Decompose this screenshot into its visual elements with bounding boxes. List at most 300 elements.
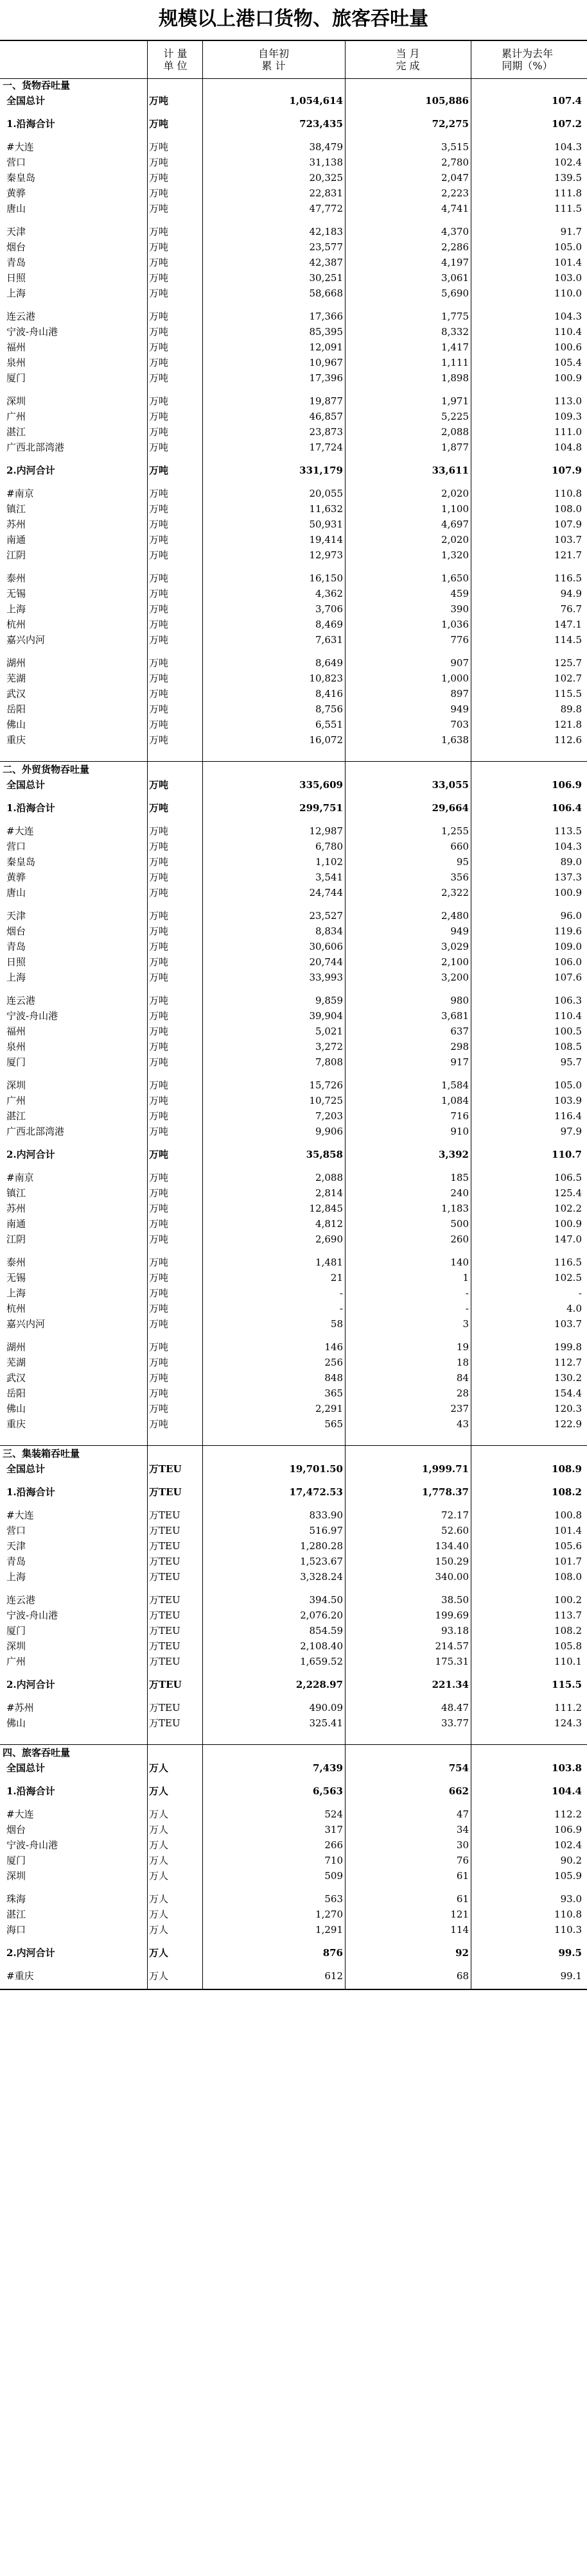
row-label: 秦皇岛 xyxy=(6,856,36,868)
row-ytd: 10,967 xyxy=(309,357,343,368)
row-month: 68 xyxy=(456,1970,469,1982)
row-unit: 万人 xyxy=(149,1893,169,1905)
row-yoy: 103.7 xyxy=(554,1318,582,1330)
table-row xyxy=(0,409,587,424)
row-yoy: 116.5 xyxy=(554,572,582,584)
row-month: 150.29 xyxy=(435,1556,469,1567)
table-row xyxy=(0,1822,587,1837)
row-label: #大连 xyxy=(6,1808,34,1820)
row-ytd: 4,362 xyxy=(315,588,343,599)
row-label: 无锡 xyxy=(6,588,26,599)
row-month: 237 xyxy=(450,1403,469,1414)
row-label: 1.沿海合计 xyxy=(6,1785,55,1797)
table-row xyxy=(0,993,587,1008)
row-label: 佛山 xyxy=(6,719,26,730)
row-unit: 万吨 xyxy=(149,856,169,868)
row-month: 134.40 xyxy=(435,1540,469,1552)
row-label: 2.内河合计 xyxy=(6,465,55,476)
row-unit: 万吨 xyxy=(149,1126,169,1137)
table-row xyxy=(0,1147,587,1162)
row-unit: 万吨 xyxy=(149,1149,169,1160)
table-row xyxy=(0,632,587,648)
row-label: 1.沿海合计 xyxy=(6,118,55,130)
section-title: 一、货物吞吐量 xyxy=(3,80,71,91)
row-yoy: 93.0 xyxy=(560,1893,582,1905)
table-row xyxy=(0,1484,587,1500)
row-unit: 万吨 xyxy=(149,1272,169,1284)
table-row xyxy=(0,1216,587,1232)
row-yoy: 199.8 xyxy=(554,1341,582,1353)
row-ytd: 8,834 xyxy=(315,925,343,937)
row-yoy: 104.8 xyxy=(554,442,582,453)
row-unit: 万吨 xyxy=(149,719,169,730)
table-row xyxy=(0,839,587,854)
row-month: 897 xyxy=(450,688,469,700)
table-row xyxy=(0,870,587,885)
row-label: 杭州 xyxy=(6,619,26,630)
row-month: 121 xyxy=(450,1909,469,1920)
table-row xyxy=(0,1124,587,1139)
row-ytd: 3,541 xyxy=(315,872,343,883)
row-unit: 万吨 xyxy=(149,257,169,268)
row-ytd: - xyxy=(339,1287,343,1299)
table-row xyxy=(0,370,587,386)
row-month: 4,370 xyxy=(441,226,469,237)
row-label: 全国总计 xyxy=(6,1762,46,1774)
row-unit: 万吨 xyxy=(149,995,169,1006)
row-unit: 万吨 xyxy=(149,688,169,700)
row-month: 92 xyxy=(455,1947,469,1959)
row-yoy: 110.8 xyxy=(554,488,582,499)
header-ytd-line2: 累 计 xyxy=(261,60,286,72)
table-row xyxy=(0,908,587,923)
table-row xyxy=(0,586,587,601)
row-ytd: 876 xyxy=(322,1947,343,1959)
row-unit: 万吨 xyxy=(149,1172,169,1183)
table-row xyxy=(0,1945,587,1961)
row-month: 4,741 xyxy=(441,203,469,214)
table-row xyxy=(0,1907,587,1922)
row-unit: 万吨 xyxy=(149,872,169,883)
row-ytd: 50,931 xyxy=(309,519,343,530)
row-yoy: 104.3 xyxy=(554,141,582,153)
row-month: 95 xyxy=(456,856,469,868)
table-row xyxy=(0,601,587,617)
row-month: 1,183 xyxy=(441,1203,469,1214)
row-label: 福州 xyxy=(6,341,26,353)
row-month: 1,111 xyxy=(441,357,469,368)
row-ytd: 565 xyxy=(324,1418,343,1430)
row-label: 厦门 xyxy=(6,1056,26,1068)
table-row xyxy=(0,800,587,816)
table-row xyxy=(0,1301,587,1316)
row-label: 佛山 xyxy=(6,1717,26,1729)
table-row xyxy=(0,1968,587,1984)
row-unit: 万吨 xyxy=(149,779,169,791)
row-label: 厦门 xyxy=(6,1625,26,1636)
row-yoy: 105.0 xyxy=(554,1079,582,1091)
row-unit: 万吨 xyxy=(149,1403,169,1414)
row-yoy: 115.5 xyxy=(552,1679,582,1690)
table-header xyxy=(0,40,587,79)
row-label: 连云港 xyxy=(6,311,36,322)
row-label: 日照 xyxy=(6,272,26,284)
row-ytd: 33,993 xyxy=(309,972,343,983)
header-month xyxy=(347,41,469,78)
row-unit: 万吨 xyxy=(149,603,169,615)
table-row xyxy=(0,517,587,532)
row-yoy: 102.2 xyxy=(554,1203,582,1214)
row-unit: 万TEU xyxy=(149,1556,180,1567)
row-yoy: 137.3 xyxy=(554,872,582,883)
row-label: 泰州 xyxy=(6,572,26,584)
row-unit: 万人 xyxy=(149,1785,169,1797)
row-unit: 万TEU xyxy=(149,1540,180,1552)
row-month: 1,775 xyxy=(441,311,469,322)
row-label: #大连 xyxy=(6,825,34,837)
row-ytd: 9,859 xyxy=(315,995,343,1006)
row-month: 114 xyxy=(450,1924,469,1936)
row-yoy: 108.9 xyxy=(552,1463,582,1475)
row-yoy: 106.5 xyxy=(554,1172,582,1183)
row-month: 1,000 xyxy=(441,673,469,684)
table-row xyxy=(0,1401,587,1416)
table-row xyxy=(0,1853,587,1868)
row-label: #大连 xyxy=(6,1509,34,1521)
row-label: 深圳 xyxy=(6,1079,26,1091)
row-label: 烟台 xyxy=(6,925,26,937)
row-unit: 万人 xyxy=(149,1909,169,1920)
row-unit: 万吨 xyxy=(149,1287,169,1299)
row-month: 76 xyxy=(456,1855,469,1866)
row-yoy: 121.7 xyxy=(554,549,582,561)
table-row xyxy=(0,1078,587,1093)
row-yoy: 105.9 xyxy=(554,1870,582,1882)
row-ytd: 11,632 xyxy=(309,503,343,515)
row-yoy: 99.5 xyxy=(558,1947,582,1959)
column-divider xyxy=(202,78,203,1989)
row-month: 43 xyxy=(456,1418,469,1430)
row-yoy: 113.7 xyxy=(554,1610,582,1621)
header-unit-line1: 计 量 xyxy=(163,47,188,60)
row-unit: 万TEU xyxy=(149,1625,180,1636)
row-month: 2,223 xyxy=(441,187,469,199)
row-yoy: 103.9 xyxy=(554,1095,582,1106)
row-month: 8,332 xyxy=(441,326,469,338)
row-unit: 万吨 xyxy=(149,226,169,237)
row-yoy: 119.6 xyxy=(554,925,582,937)
section-header xyxy=(0,762,587,777)
row-unit: 万吨 xyxy=(149,734,169,746)
row-month: 175.31 xyxy=(435,1656,469,1667)
row-label: 芜湖 xyxy=(6,1357,26,1368)
row-ytd: 516.97 xyxy=(309,1525,343,1536)
row-unit: 万吨 xyxy=(149,95,169,107)
row-label: 上海 xyxy=(6,603,26,615)
row-yoy: 105.8 xyxy=(554,1640,582,1652)
row-ytd: 7,439 xyxy=(313,1762,343,1774)
row-ytd: 35,858 xyxy=(306,1149,343,1160)
row-label: 岳阳 xyxy=(6,703,26,715)
row-yoy: 125.4 xyxy=(554,1187,582,1199)
row-month: 298 xyxy=(450,1041,469,1052)
row-ytd: 19,414 xyxy=(309,534,343,545)
table-row xyxy=(0,954,587,970)
table-row xyxy=(0,1760,587,1776)
row-month: 260 xyxy=(450,1233,469,1245)
table-row xyxy=(0,1108,587,1124)
row-yoy: 147.0 xyxy=(554,1233,582,1245)
row-unit: 万人 xyxy=(149,1924,169,1936)
row-label: 天津 xyxy=(6,226,26,237)
row-label: 全国总计 xyxy=(6,1463,46,1475)
row-month: 1,877 xyxy=(441,442,469,453)
row-label: 烟台 xyxy=(6,1824,26,1835)
row-ytd: 16,150 xyxy=(309,572,343,584)
row-label: 珠海 xyxy=(6,1893,26,1905)
row-ytd: - xyxy=(339,1303,343,1314)
table-row xyxy=(0,970,587,985)
row-yoy: 106.9 xyxy=(552,779,582,791)
row-month: 4,697 xyxy=(441,519,469,530)
row-ytd: 365 xyxy=(324,1387,343,1399)
row-month: 3,392 xyxy=(439,1149,469,1160)
row-ytd: 9,906 xyxy=(315,1126,343,1137)
row-ytd: 2,690 xyxy=(315,1233,343,1245)
row-month: 4,197 xyxy=(441,257,469,268)
row-month: 3,061 xyxy=(441,272,469,284)
header-unit xyxy=(149,41,202,78)
row-unit: 万吨 xyxy=(149,519,169,530)
row-ytd: 7,203 xyxy=(315,1110,343,1122)
row-unit: 万吨 xyxy=(149,956,169,968)
row-ytd: 335,609 xyxy=(299,779,343,791)
row-yoy: 112.6 xyxy=(554,734,582,746)
row-label: 连云港 xyxy=(6,995,36,1006)
row-label: 黄骅 xyxy=(6,187,26,199)
row-month: 662 xyxy=(448,1785,469,1797)
row-unit: 万TEU xyxy=(149,1717,180,1729)
row-ytd: 325.41 xyxy=(309,1717,343,1729)
row-yoy: 124.3 xyxy=(554,1717,582,1729)
row-yoy: 100.5 xyxy=(554,1026,582,1037)
row-ytd: 42,183 xyxy=(309,226,343,237)
row-month: 5,690 xyxy=(441,288,469,299)
row-label: 湛江 xyxy=(6,1110,26,1122)
row-ytd: 1,481 xyxy=(315,1257,343,1268)
row-label: #重庆 xyxy=(6,1970,34,1982)
row-label: 营口 xyxy=(6,1525,26,1536)
row-unit: 万吨 xyxy=(149,395,169,407)
row-unit: 万吨 xyxy=(149,426,169,438)
row-unit: 万吨 xyxy=(149,588,169,599)
row-month: 221.34 xyxy=(432,1679,469,1690)
row-yoy: 111.5 xyxy=(554,203,582,214)
row-label: 泉州 xyxy=(6,357,26,368)
row-unit: 万吨 xyxy=(149,465,169,476)
row-unit: 万吨 xyxy=(149,910,169,922)
row-label: 重庆 xyxy=(6,734,26,746)
row-unit: 万吨 xyxy=(149,925,169,937)
row-ytd: 1,102 xyxy=(315,856,343,868)
row-ytd: 1,054,614 xyxy=(289,95,343,107)
row-ytd: 710 xyxy=(324,1855,343,1866)
row-month: 72,275 xyxy=(432,118,469,130)
row-yoy: 108.2 xyxy=(554,1625,582,1636)
table-bottom-rule xyxy=(0,1989,587,1990)
row-unit: 万吨 xyxy=(149,1418,169,1430)
table-row xyxy=(0,777,587,793)
row-label: 广州 xyxy=(6,1095,26,1106)
row-month: 199.69 xyxy=(435,1610,469,1621)
row-yoy: 100.8 xyxy=(554,1509,582,1521)
row-unit: 万吨 xyxy=(149,141,169,153)
row-month: 33,611 xyxy=(432,465,469,476)
row-yoy: 107.9 xyxy=(554,519,582,530)
row-yoy: 110.1 xyxy=(554,1656,582,1667)
row-month: 105,886 xyxy=(425,95,469,107)
row-unit: 万吨 xyxy=(149,326,169,338)
row-unit: 万吨 xyxy=(149,673,169,684)
row-label: 秦皇岛 xyxy=(6,172,36,184)
header-ytd-line1: 自年初 xyxy=(258,47,289,60)
row-label: 广西北部湾港 xyxy=(6,1126,65,1137)
row-yoy: 106.3 xyxy=(554,995,582,1006)
row-month: 3,681 xyxy=(441,1010,469,1022)
row-label: 2.内河合计 xyxy=(6,1947,55,1959)
row-label: 唐山 xyxy=(6,887,26,898)
row-month: 716 xyxy=(450,1110,469,1122)
row-month: 140 xyxy=(450,1257,469,1268)
row-unit: 万吨 xyxy=(149,503,169,515)
row-unit: 万吨 xyxy=(149,1357,169,1368)
row-yoy: 91.7 xyxy=(560,226,582,237)
row-unit: 万吨 xyxy=(149,634,169,646)
row-month: 47 xyxy=(456,1808,469,1820)
row-ytd: 8,756 xyxy=(315,703,343,715)
row-month: 910 xyxy=(450,1126,469,1137)
row-ytd: 21 xyxy=(330,1272,343,1284)
row-unit: 万吨 xyxy=(149,534,169,545)
column-divider xyxy=(345,78,346,1989)
row-unit: 万吨 xyxy=(149,357,169,368)
row-ytd: 47,772 xyxy=(309,203,343,214)
table-row xyxy=(0,1008,587,1024)
row-month: 52.60 xyxy=(441,1525,469,1536)
row-unit: 万吨 xyxy=(149,1041,169,1052)
row-yoy: 139.5 xyxy=(554,172,582,184)
row-yoy: 107.6 xyxy=(554,972,582,983)
row-yoy: 154.4 xyxy=(554,1387,582,1399)
row-unit: 万人 xyxy=(149,1947,169,1959)
row-ytd: 20,325 xyxy=(309,172,343,184)
header-ytd xyxy=(204,41,343,78)
row-yoy: 105.6 xyxy=(554,1540,582,1552)
row-label: 青岛 xyxy=(6,941,26,952)
header-month-line1: 当 月 xyxy=(396,47,420,60)
header-yoy xyxy=(473,41,582,78)
table-row xyxy=(0,1255,587,1270)
row-month: 3 xyxy=(462,1318,469,1330)
row-unit: 万人 xyxy=(149,1839,169,1851)
section-title: 三、集装箱吞吐量 xyxy=(3,1448,80,1459)
table-row xyxy=(0,701,587,717)
row-ytd: 24,744 xyxy=(309,887,343,898)
row-ytd: 7,631 xyxy=(315,634,343,646)
table-row xyxy=(0,155,587,170)
row-unit: 万人 xyxy=(149,1808,169,1820)
table-row xyxy=(0,732,587,748)
row-yoy: 101.7 xyxy=(554,1556,582,1567)
table-row xyxy=(0,270,587,286)
column-divider xyxy=(147,78,148,1989)
table-row xyxy=(0,1024,587,1039)
row-unit: 万吨 xyxy=(149,1095,169,1106)
table-row xyxy=(0,440,587,455)
row-label: 全国总计 xyxy=(6,95,46,107)
row-yoy: 109.3 xyxy=(554,411,582,422)
row-unit: 万吨 xyxy=(149,841,169,852)
table-row xyxy=(0,1093,587,1108)
row-label: 苏州 xyxy=(6,1203,26,1214)
row-unit: 万吨 xyxy=(149,1010,169,1022)
row-yoy: 97.9 xyxy=(560,1126,582,1137)
row-label: 广州 xyxy=(6,411,26,422)
row-label: 湛江 xyxy=(6,1909,26,1920)
row-yoy: 104.4 xyxy=(552,1785,582,1797)
table-row xyxy=(0,1623,587,1638)
row-ytd: 266 xyxy=(324,1839,343,1851)
row-ytd: 46,857 xyxy=(309,411,343,422)
row-label: 2.内河合计 xyxy=(6,1149,55,1160)
table-row xyxy=(0,255,587,270)
table-row xyxy=(0,501,587,517)
row-yoy: 89.0 xyxy=(560,856,582,868)
row-month: 1,320 xyxy=(441,549,469,561)
row-ytd: 2,088 xyxy=(315,1172,343,1183)
row-month: 1,898 xyxy=(441,372,469,384)
row-yoy: 116.5 xyxy=(554,1257,582,1268)
row-yoy: 102.5 xyxy=(554,1272,582,1284)
row-yoy: 104.3 xyxy=(554,841,582,852)
row-month: 660 xyxy=(450,841,469,852)
row-ytd: 1,270 xyxy=(315,1909,343,1920)
row-unit: 万吨 xyxy=(149,411,169,422)
row-month: 61 xyxy=(456,1870,469,1882)
row-yoy: 120.3 xyxy=(554,1403,582,1414)
table-row xyxy=(0,532,587,547)
row-month: 2,088 xyxy=(441,426,469,438)
row-month: 2,020 xyxy=(441,488,469,499)
row-ytd: 22,831 xyxy=(309,187,343,199)
row-yoy: 110.4 xyxy=(554,1010,582,1022)
row-ytd: 2,108.40 xyxy=(300,1640,343,1652)
table-row xyxy=(0,1608,587,1623)
row-yoy: 111.2 xyxy=(554,1702,582,1713)
row-unit: 万吨 xyxy=(149,372,169,384)
table-row xyxy=(0,1677,587,1692)
row-month: 2,780 xyxy=(441,157,469,168)
table-row xyxy=(0,885,587,900)
row-ytd: 12,973 xyxy=(309,549,343,561)
row-label: 上海 xyxy=(6,288,26,299)
row-unit: 万吨 xyxy=(149,272,169,284)
row-unit: 万吨 xyxy=(149,825,169,837)
row-yoy: 94.9 xyxy=(560,588,582,599)
row-ytd: 509 xyxy=(324,1870,343,1882)
row-month: 949 xyxy=(450,925,469,937)
row-month: 3,200 xyxy=(441,972,469,983)
